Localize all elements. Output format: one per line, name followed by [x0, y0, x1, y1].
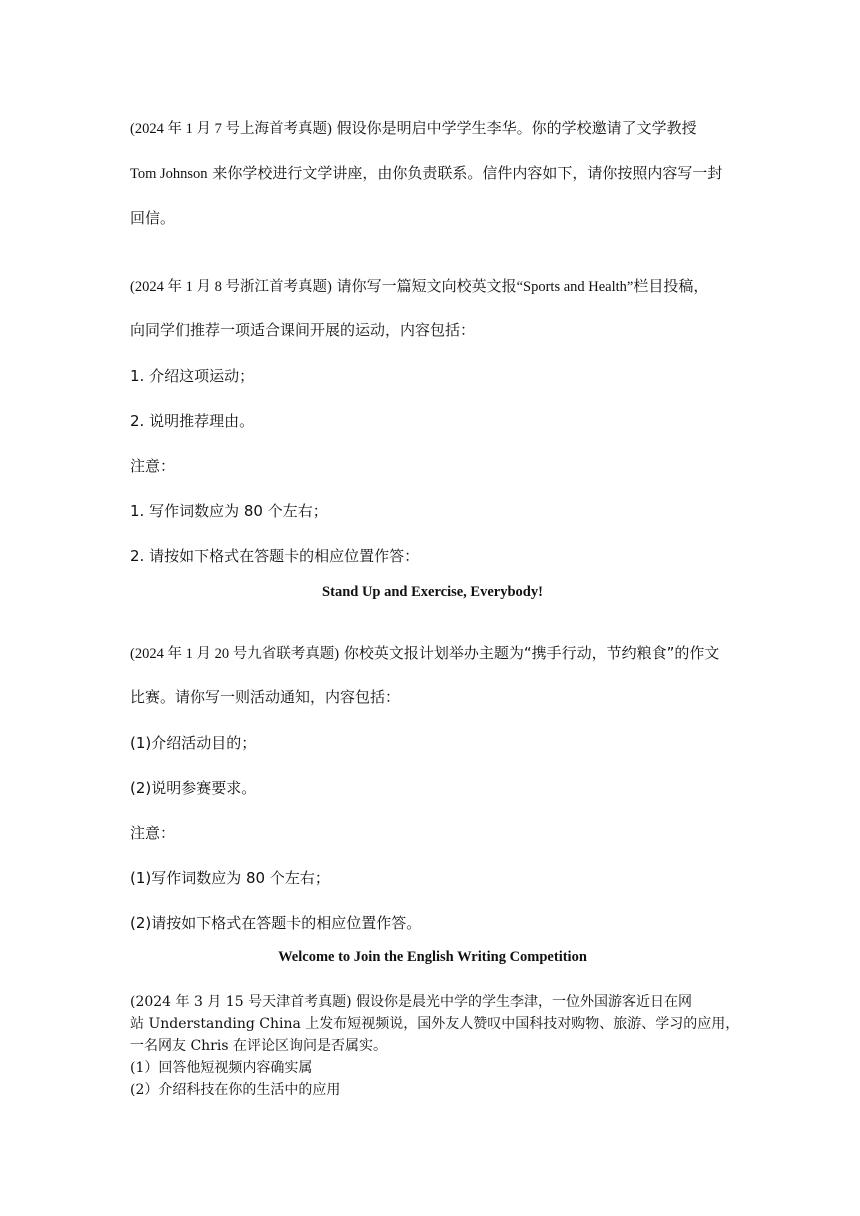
section2-note-2: 2. 请按如下格式在答题卡的相应位置作答： [130, 547, 420, 565]
section3-essay-heading: Welcome to Join the English Writing Competition [278, 949, 587, 965]
professor-name: Tom Johnson [130, 166, 208, 182]
section3-content-1: (1)介绍活动目的； [130, 734, 257, 752]
section1-line2 [130, 163, 735, 184]
section4-item-1: (1）回答他短视频内容确实属 [130, 1060, 313, 1076]
section3-note-1: (1)写作词数应为 80 个左右； [130, 869, 330, 887]
section3-content-2: (2)说明参赛要求。 [130, 779, 257, 797]
section3-note-2: (2)请按如下格式在答题卡的相应位置作答。 [130, 914, 422, 932]
section3-line2: 比赛。请你写一则活动通知，内容包括： [130, 688, 401, 706]
section2-line2: 向同学们推荐一项适合课间开展的运动，内容包括： [130, 321, 476, 339]
section1-line2-text: 来你学校进行文学讲座，由你负责联系。信件内容如下，请你按照内容写一封 [212, 164, 723, 182]
section4-line2: 站 Understanding China 上发布短视频说，国外友人赞叹中国科技对购物、旅游、学习的应用， [130, 1016, 740, 1032]
section1-line1-text: 假设你是明启中学学生李华。你的学校邀请了文学教授 [336, 119, 697, 137]
section4-line3: 一名网友 Chris 在评论区询问是否属实。 [130, 1038, 387, 1054]
section2-essay-heading: Stand Up and Exercise, Everybody! [322, 584, 543, 600]
section1-line3: 回信。 [130, 209, 176, 227]
section1-line1 [130, 118, 735, 139]
section2-line1 [130, 276, 735, 297]
section2-note-label: 注意： [130, 457, 176, 475]
section4-line1: (2024 年 3 月 15 号天津首考真题) 假设你是晨光中学的学生李津，一位外国游客近日在网 [130, 994, 692, 1010]
section2-note-1: 1. 写作词数应为 80 个左右； [130, 502, 328, 520]
section3-source: (2024 年 1 月 20 号九省联考真题) [130, 646, 340, 662]
section2-line1-text-b: 栏目投稿， [633, 277, 709, 295]
section4-item-2: (2）介绍科技在你的生活中的应用 [130, 1082, 341, 1098]
section1-source: (2024 年 1 月 7 号上海首考真题) [130, 121, 332, 137]
section3-note-label: 注意： [130, 824, 176, 842]
section2-content-2: 2. 说明推荐理由。 [130, 412, 255, 430]
section2-source: (2024 年 1 月 8 号浙江首考真题) [130, 279, 332, 295]
section2-content-1: 1. 介绍这项运动； [130, 367, 255, 385]
section3-line1 [130, 643, 735, 664]
column-name: “Sports and Health” [516, 279, 634, 295]
section2-line1-text-a: 请你写一篇短文向校英文报 [336, 277, 517, 295]
section3-line1-text: 你校英文报计划举办主题为“携手行动，节约粮食”的作文 [343, 644, 720, 662]
